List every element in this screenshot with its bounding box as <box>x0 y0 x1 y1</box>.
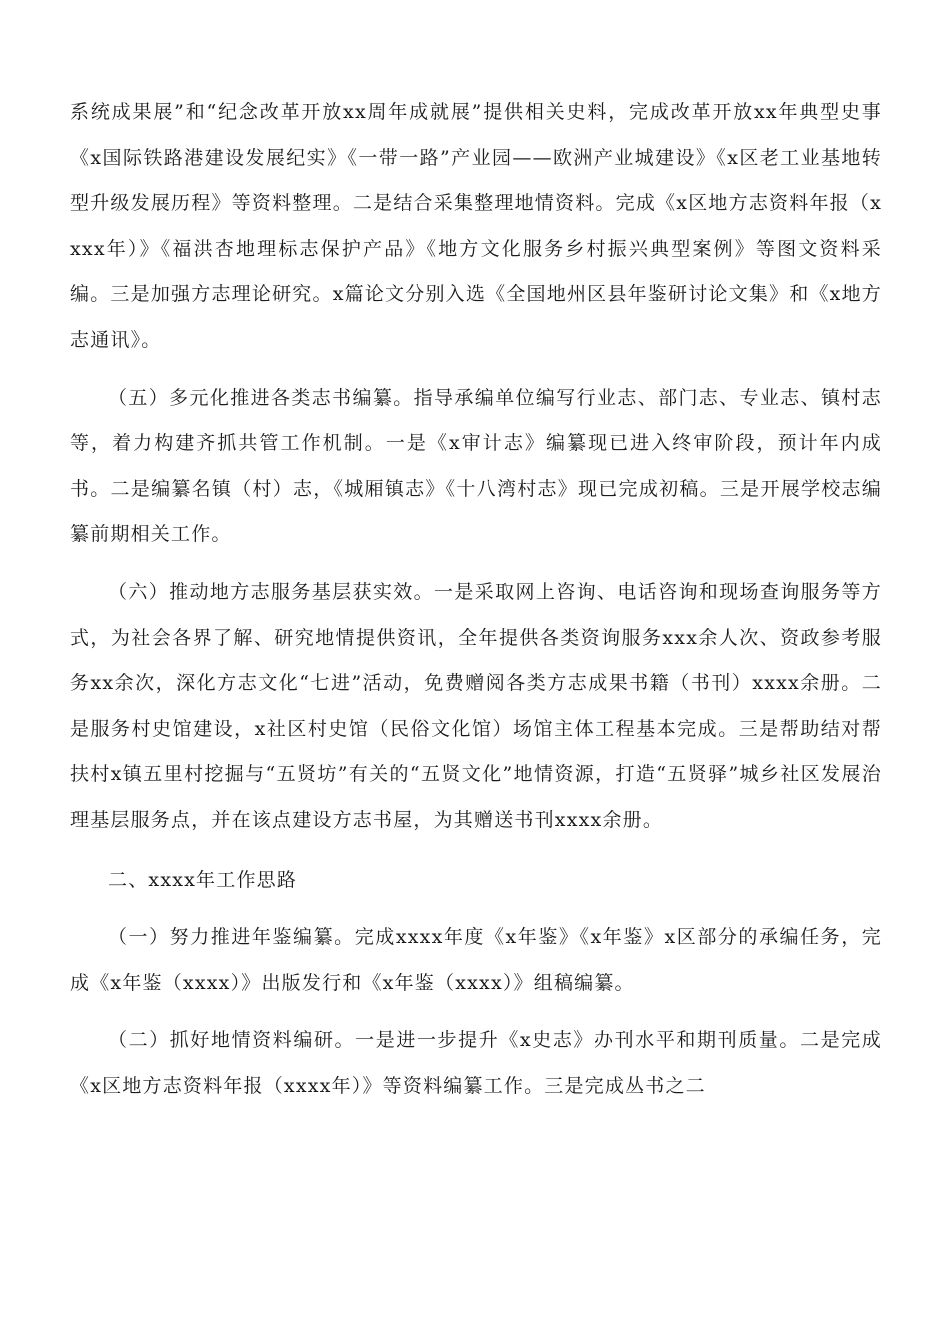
paragraph-item-six: （六）推动地方志服务基层获实效。一是采取网上咨询、电话咨询和现场查询服务等方式，为社会各界了解、研究地情提供资讯，全年提供各类资询服务xxx余人次、资政参考服务xx余次，深化方志文化“七进”活动，免费赠阅各类方志成果书籍（书刊）xxxx余册。二是服务村史馆建设，x社区村史馆（民俗文化馆）场馆主体工程基本完成。三是帮助结对帮扶村x镇五里村挖掘与“五贤坊”有关的“五贤文化”地情资源，打造“五贤驿”城乡社区发展治理基层服务点，并在该点建设方志书屋，为其赠送书刊xxxx余册。 <box>70 580 882 831</box>
section-heading-work-plan: 二、xxxx年工作思路 <box>108 868 298 891</box>
paragraph-plan-item-two: （二）抓好地情资料编研。一是进一步提升《x史志》办刊水平和期刊质量。二是完成《x区地方志资料年报（xxxx年）》等资料编纂工作。三是完成丛书之二 <box>70 1029 882 1097</box>
paragraph-plan-item-one: （一）努力推进年鉴编纂。完成xxxx年度《x年鉴》《x年鉴》x区部分的承编任务，完成《x年鉴（xxxx）》出版发行和《x年鉴（xxxx）》组稿编纂。 <box>70 926 882 994</box>
paragraph-archive-work: 系统成果展”和“纪念改革开放xx周年成就展”提供相关史料，完成改革开放xx年典型史事《x国际铁路港建设发展纪实》《一带一路”产业园——欧洲产业城建设》《x区老工业基地转型升级发展历程》等资料整理。二是结合采集整理地情资料。完成《x区地方志资料年报（xxxx年）》《福洪杏地理标志保护产品》《地方文化服务乡村振兴典型案例》等图文资料采编。三是加强方志理论研究。x篇论文分别入选《全国地州区县年鉴研讨论文集》和《x地方志通讯》。 <box>70 101 882 351</box>
document-body <box>70 90 882 1109</box>
paragraph-item-five: （五）多元化推进各类志书编纂。指导承编单位编写行业志、部门志、专业志、镇村志等，着力构建齐抓共管工作机制。一是《x审计志》编纂现已进入终审阶段，预计年内成书。二是编纂名镇（村）志，《城厢镇志》《十八湾村志》现已完成初稿。三是开展学校志编纂前期相关工作。 <box>70 386 882 546</box>
